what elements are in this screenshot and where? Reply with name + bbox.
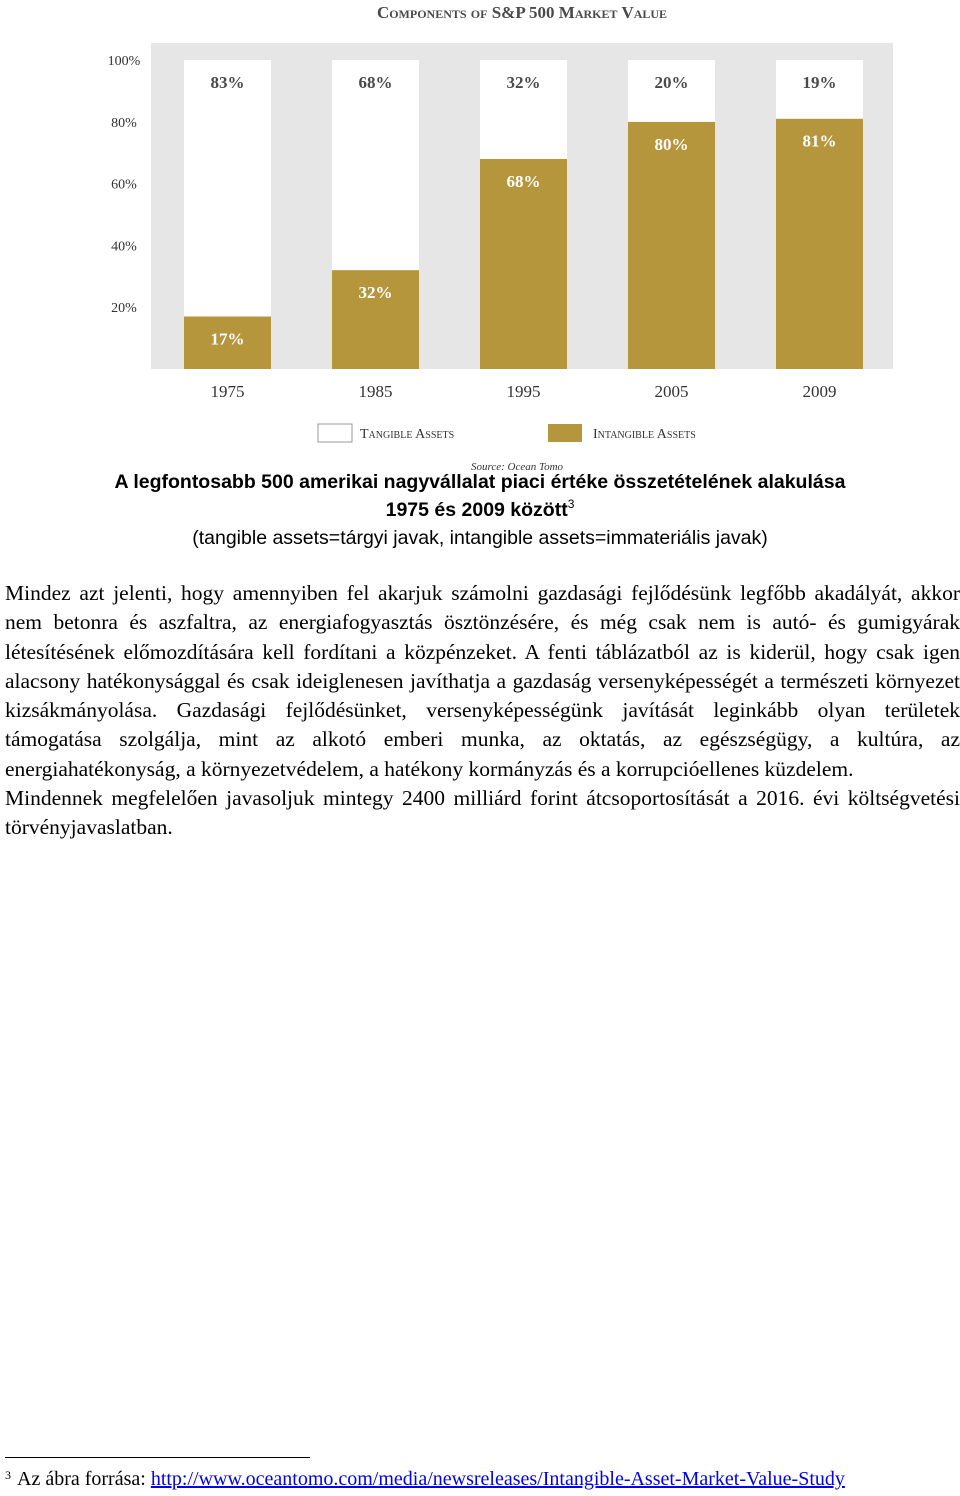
y-tick-label: 60% (111, 177, 137, 193)
chart-legend (318, 424, 696, 442)
intangible-data-label: 68% (506, 171, 541, 191)
legend-swatch-tangible (318, 424, 352, 442)
y-tick-label: 40% (111, 239, 137, 255)
chart-title: Components of S&P 500 Market Value (376, 3, 668, 22)
paragraph-1: Mindez azt jelenti, hogy amennyiben fel akarjuk számolni gazdasági fejlődésünk legfőbb akadályát, akkor nem betonra és aszfaltra, az energiafogyasztás ösztönzésére, és még csak nem is autó- és gumigyárak létesítésének előmozdítására kell fordítani a közpénzeket. A fenti táblázatból az is kiderül, hogy csak igen alacsony hatékonysággal és csak ideiglenesen javíthatja a gazdaság versenyképességét a természeti környezet kizsákmányolása. Gazdasági fejlődésünket, versenyképességünk javítását leginkább olyan területek támogatása szolgálja, mint az alkotó emberi munka, az oktatás, az egészségügy, a kultúra, az energiahatékonyság, a környezetvédelem, a hatékony kormányzás és a korrupcióellenes küzdelem. (5, 581, 960, 781)
chart-source: Source: Ocean Tomo (471, 461, 564, 473)
figure-caption-note: (tangible assets=tárgyi javak, intangible assets=immateriális javak) (192, 527, 768, 549)
intangible-data-label: 81% (802, 131, 837, 151)
footnote-link[interactable]: http://www.oceantomo.com/media/newsreleases/Intangible-Asset-Market-Value-Study (150, 1468, 845, 1490)
y-axis-ticks (108, 54, 141, 316)
x-tick-label: 2005 (654, 382, 689, 401)
figure-caption-years (0, 499, 960, 522)
intangible-bar-2005 (628, 122, 715, 369)
footnote (5, 1468, 960, 1491)
intangible-data-label: 17% (210, 329, 245, 349)
footnote-ref[interactable]: 3 (567, 497, 575, 511)
x-tick-label: 1975 (210, 382, 245, 401)
tangible-data-label: 83% (210, 73, 245, 92)
sp500-market-value-chart (0, 0, 960, 480)
footnote-divider (5, 1457, 310, 1458)
footnote-text: Az ábra forrása: (17, 1468, 151, 1490)
tangible-bar-1975 (184, 60, 271, 316)
x-tick-label: 1985 (358, 382, 393, 401)
intangible-data-label: 32% (358, 283, 393, 303)
tangible-data-label: 20% (654, 73, 689, 92)
legend-label-tangible: Tangible Assets (360, 427, 455, 442)
legend-swatch-intangible (548, 424, 582, 442)
y-tick-label: 100% (107, 54, 141, 69)
intangible-data-label: 80% (654, 134, 689, 154)
x-tick-label: 2009 (802, 382, 837, 401)
tangible-data-label: 68% (358, 73, 393, 92)
paragraph-2: Mindennek megfelelően javasoljuk mintegy 2400 milliárd forint átcsoportosítását a 2016. évi költségvetési törvényjavaslatban. (5, 786, 960, 840)
x-axis-ticks (211, 382, 837, 401)
caption-years-text: 1975 és 2009 között (385, 499, 568, 521)
y-tick-label: 80% (111, 115, 137, 131)
legend-label-intangible: Intangible Assets (593, 427, 696, 442)
tangible-data-label: 19% (802, 73, 837, 92)
x-tick-label: 1995 (506, 382, 541, 401)
figure-caption-title: A legfontosabb 500 amerikai nagyvállalat piaci értéke összetételének alakulása (114, 471, 846, 493)
body-text (5, 579, 960, 843)
intangible-bar-2009 (776, 119, 863, 369)
tangible-data-label: 32% (506, 73, 541, 92)
y-tick-label: 20% (111, 301, 137, 317)
footnote-number: 3 (5, 1468, 11, 1482)
